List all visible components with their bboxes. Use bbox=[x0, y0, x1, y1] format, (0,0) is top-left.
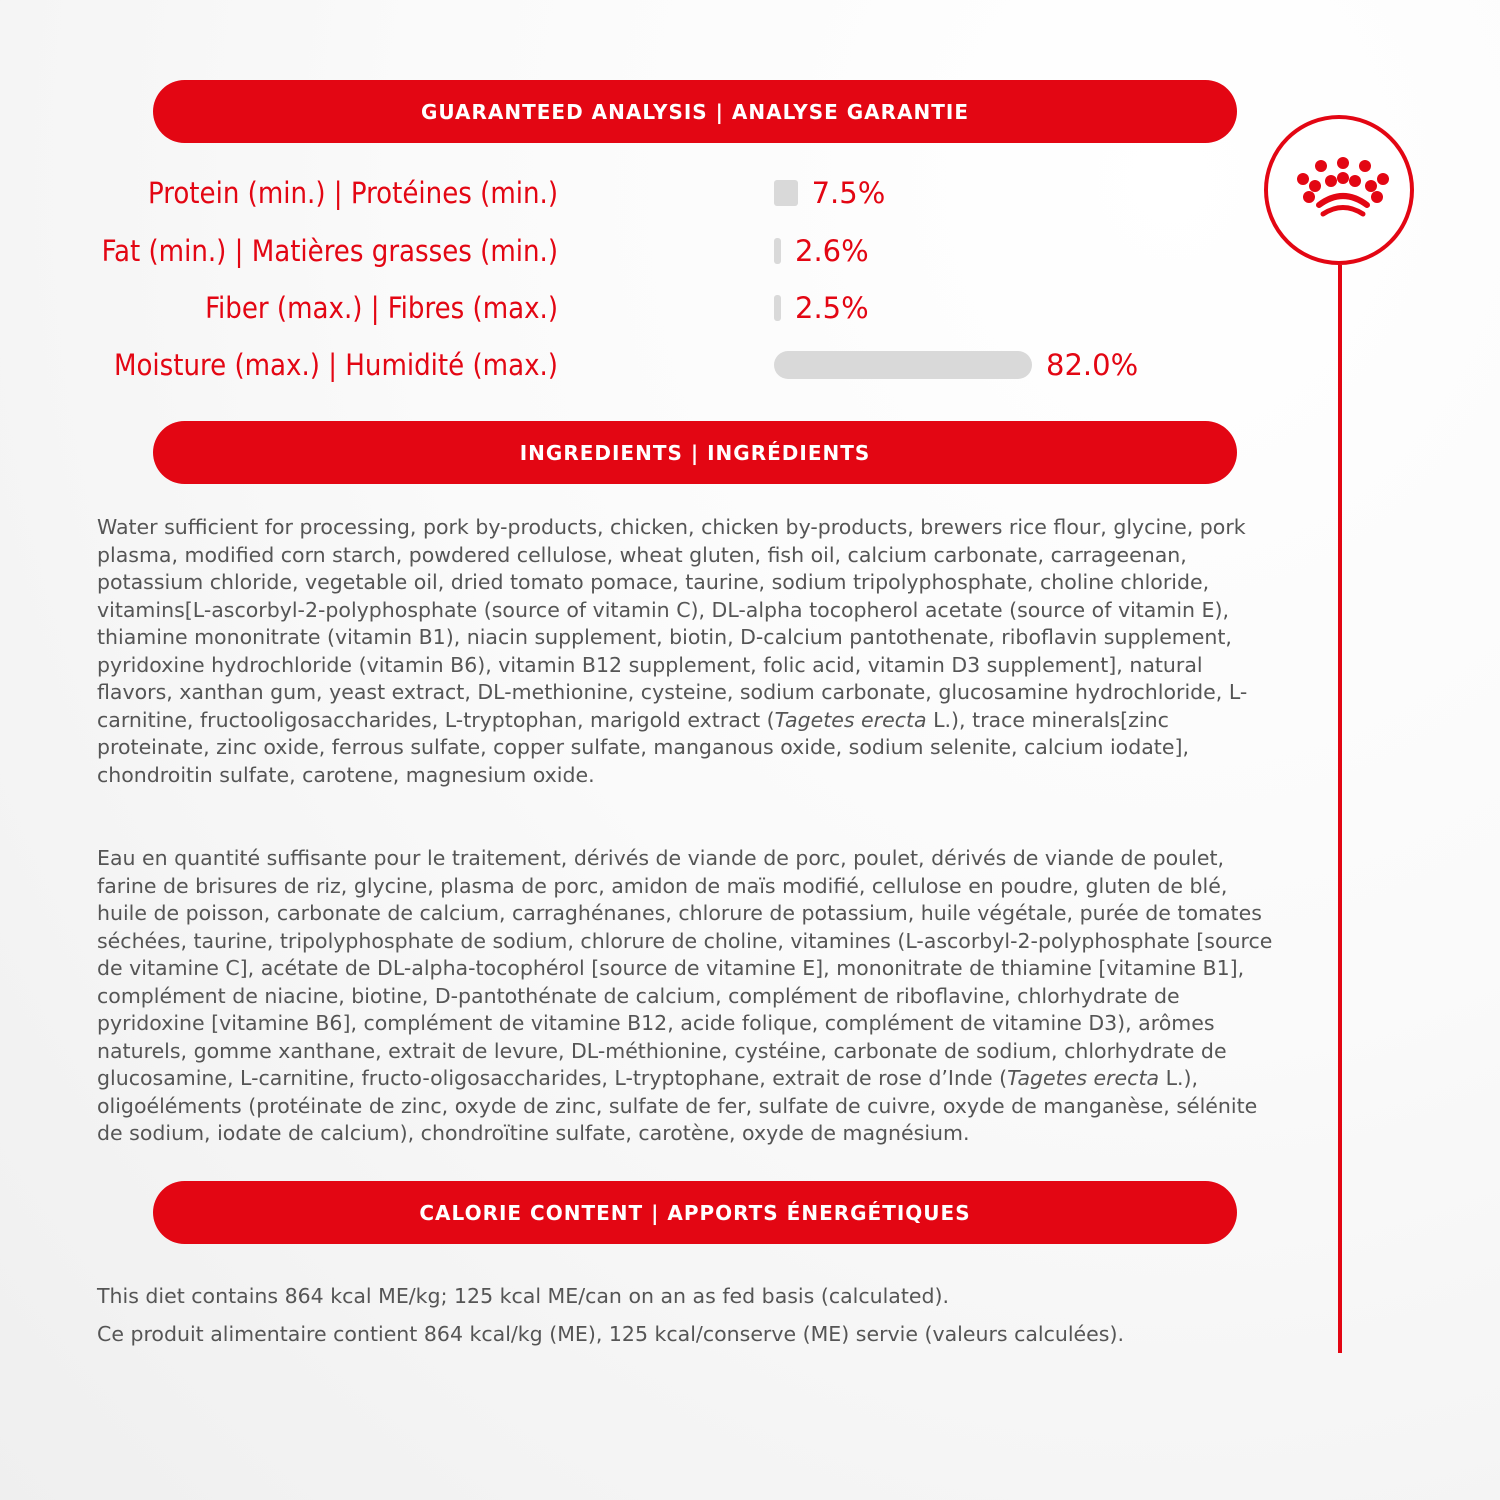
ingredients-english: Water sufficient for processing, pork by-products, chicken, chicken by-products, brewers rice flour, glycine, pork plasma, modified corn starch, powdered cellulose, wheat gluten, fish oil, calcium carbonate, carrageenan, potassium chloride, vegetable oil, dried tomato pomace, taurine, sodium tripolyphosphate, choline chloride, vitamins[L-ascorbyl-2-polyphosphate (source of vitamin C), DL-alpha tocopherol acetate (source of vitamin E), thiamine mononitrate (vitamin B1), niacin supplement, biotin, D-calcium pantothenate, riboflavin supplement, pyridoxine hydrochloride (vitamin B6), vitamin B12 supplement, folic acid, vitamin D3 supplement], natural flavors, xanthan gum, yeast extract, DL-methionine, cysteine, sodium carbonate, glucosamine hydrochloride, L-carnitine, fructooligosaccharides, L-tryptophan, marigold extract (Tagetes erecta L.), trace minerals[zinc proteinate, zinc oxide, ferrous sulfate, copper sulfate, manganous oxide, sodium selenite, calcium iodate], chondroitin sulfate, carotene, magnesium oxide. bbox=[97, 515, 1248, 787]
analysis-label: Moisture (max.) | Humidité (max.) bbox=[113, 348, 558, 382]
analysis-value: 2.6% bbox=[795, 234, 869, 268]
ingredients-heading: INGREDIENTS | INGRÉDIENTS bbox=[153, 421, 1237, 484]
calorie-french: Ce produit alimentaire contient 864 kcal/kg (ME), 125 kcal/conserve (ME) servie (valeurs calculées). bbox=[97, 1322, 1124, 1346]
brand-divider-line bbox=[1338, 265, 1342, 1353]
analysis-bar bbox=[774, 351, 1032, 379]
brand-logo bbox=[1264, 115, 1414, 265]
ingredients-french: Eau en quantité suffisante pour le traitement, dérivés de viande de porc, poulet, dérivés de viande de poulet, farine de brisures de riz, glycine, plasma de porc, amidon de maïs modifié, cellulose en poudre, gluten de blé, huile de poisson, carbonate de calcium, carraghénanes, chlorure de potassium, huile végétale, purée de tomates séchées, taurine, tripolyphosphate de sodium, chlorure de choline, vitamines (L-ascorbyl-2-polyphosphate [source de vitamine C], acétate de DL-alpha-tocophérol [source de vitamine E], mononitrate de thiamine [vitamine B1], complément de niacine, biotine, D-pantothénate de calcium, complément de riboflavine, chlorhydrate de pyridoxine [vitamine B6], complément de vitamine B12, acide folique, complément de vitamine D3), arômes naturels, gomme xanthane, extrait de levure, DL-méthionine, cystéine, carbonate de sodium, chlorhydrate de glucosamine, L-carnitine, fructo-oligosaccharides, L-tryptophane, extrait de rose d’Inde (Tagetes erecta L.), oligoéléments (protéinate de zinc, oxyde de zinc, sulfate de fer, sulfate de cuivre, oxyde de manganèse, sélénite de sodium, iodate de calcium), chondroïtine sulfate, carotène, oxyde de magnésium. bbox=[97, 846, 1273, 1145]
analysis-value: 82.0% bbox=[1046, 348, 1139, 382]
analysis-label: Fat (min.) | Matières grasses (min.) bbox=[101, 234, 558, 268]
analysis-bar bbox=[774, 180, 798, 206]
analysis-bar bbox=[774, 238, 781, 264]
calorie-content-heading: CALORIE CONTENT | APPORTS ÉNERGÉTIQUES bbox=[153, 1181, 1237, 1244]
analysis-label: Protein (min.) | Protéines (min.) bbox=[148, 176, 558, 210]
guaranteed-analysis-heading: GUARANTEED ANALYSIS | ANALYSE GARANTIE bbox=[153, 80, 1237, 143]
crown-icon bbox=[1297, 157, 1389, 219]
analysis-bar bbox=[774, 295, 781, 321]
analysis-value: 2.5% bbox=[795, 291, 869, 325]
analysis-label: Fiber (max.) | Fibres (max.) bbox=[205, 291, 558, 325]
calorie-english: This diet contains 864 kcal ME/kg; 125 kcal ME/can on an as fed basis (calculated). bbox=[97, 1284, 950, 1308]
analysis-row bbox=[0, 341, 1300, 389]
analysis-row bbox=[0, 169, 1300, 217]
analysis-row bbox=[0, 284, 1300, 332]
analysis-value: 7.5% bbox=[811, 176, 886, 210]
analysis-row bbox=[0, 227, 1300, 275]
